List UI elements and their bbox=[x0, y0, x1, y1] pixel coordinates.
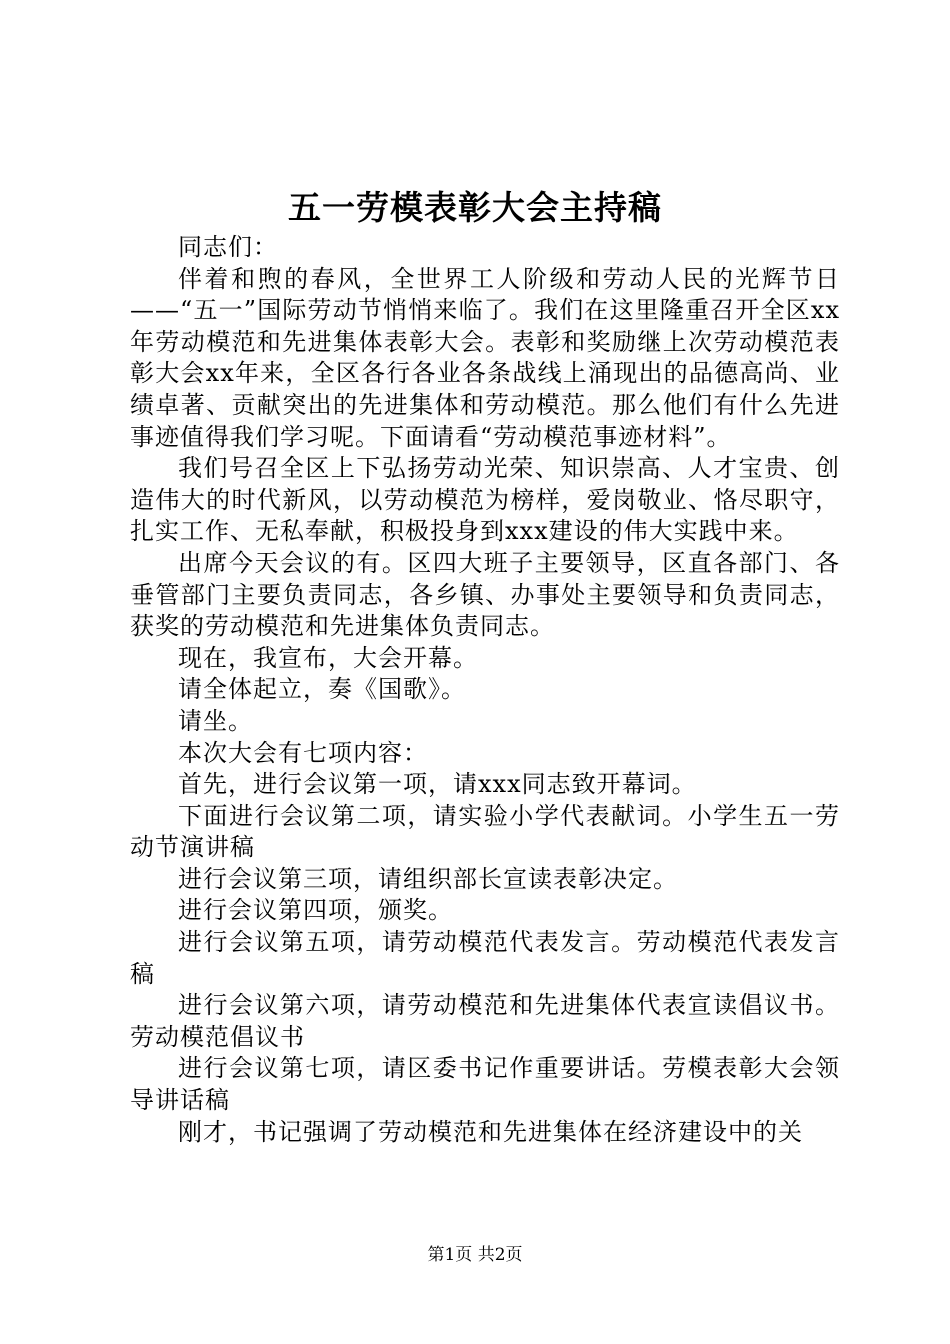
paragraph-announce: 现在，我宣布，大会开幕。 bbox=[178, 643, 478, 672]
paragraph-item-3: 进行会议第三项，请组织部长宣读表彰决定。 bbox=[178, 864, 678, 893]
paragraph-item-4: 进行会议第四项，颁奖。 bbox=[178, 896, 453, 925]
paragraph-attendees: 出席今天会议的有。区四大班子主要领导，区直各部门、各垂管部门主要负责同志，各乡镇、办事处主要领导和负责同志，获奖的劳动模范和先进集体负责同志。 bbox=[130, 548, 840, 641]
paragraph-anthem: 请全体起立，奏《国歌》。 bbox=[178, 675, 466, 704]
document-body bbox=[130, 232, 840, 1148]
page-footer: 第1页 共2页 bbox=[427, 1245, 523, 1265]
paragraph-item-5: 进行会议第五项，请劳动模范代表发言。劳动模范代表发言稿 bbox=[130, 928, 840, 988]
paragraph-sit: 请坐。 bbox=[178, 706, 253, 735]
paragraph-item-2: 下面进行会议第二项，请实验小学代表献词。小学生五一劳动节演讲稿 bbox=[130, 801, 840, 862]
paragraph-agenda: 本次大会有七项内容： bbox=[178, 738, 428, 767]
paragraph-closing: 刚才，书记强调了劳动模范和先进集体在经济建设中的关 bbox=[178, 1117, 803, 1146]
paragraph-opening: 伴着和煦的春风，全世界工人阶级和劳动人民的光辉节日——“五一”国际劳动节悄悄来临了。我们在这里隆重召开全区xx年劳动模范和先进集体表彰大会。表彰和奖励继上次劳动模范表彰大会xx年来，全区各行各业各条战线上涌现出的品德高尚、业绩卓著、贡献突出的先进集体和劳动模范。那么他们有什么先进事迹值得我们学习呢。下面请看“劳动模范事迹材料”。 bbox=[130, 264, 840, 451]
paragraph-item-7: 进行会议第七项，请区委书记作重要讲话。劳模表彰大会领导讲话稿 bbox=[130, 1054, 840, 1115]
paragraph-greeting: 同志们： bbox=[178, 233, 278, 261]
document-title: 五一劳模表彰大会主持稿 bbox=[288, 188, 662, 227]
paragraph-item-1: 首先，进行会议第一项，请xxx同志致开幕词。 bbox=[178, 770, 697, 799]
paragraph-item-6: 进行会议第六项，请劳动模范和先进集体代表宣读倡议书。劳动模范倡议书 bbox=[130, 991, 840, 1051]
paragraph-call: 我们号召全区上下弘扬劳动光荣、知识崇高、人才宝贵、创造伟大的时代新风，以劳动模范为榜样，爱岗敬业、恪尽职守，扎实工作、无私奉献，积极投身到xxx建设的伟大实践中来。 bbox=[130, 454, 840, 546]
